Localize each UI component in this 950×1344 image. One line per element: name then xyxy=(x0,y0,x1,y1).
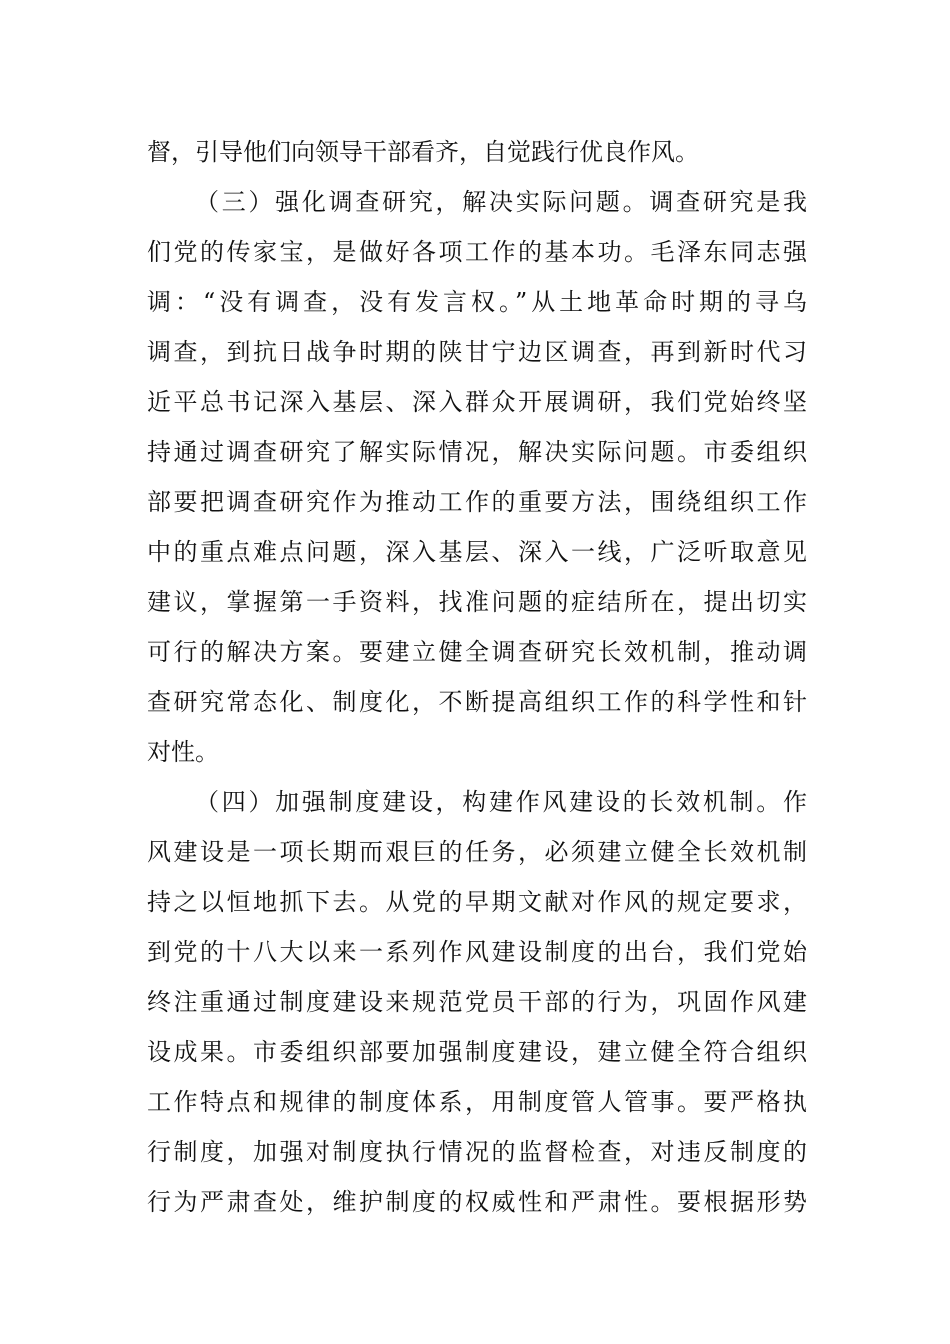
text-line: 查研究常态化、制度化，不断提高组织工作的科学性和针 xyxy=(147,688,807,716)
text-line: 行为严肃查处，维护制度的权威性和严肃性。要根据形势 xyxy=(147,1188,807,1216)
text-line: 持之以恒地抓下去。从党的早期文献对作风的规定要求， xyxy=(147,888,807,916)
text-line: 部要把调查研究作为推动工作的重要方法，围绕组织工作 xyxy=(147,488,807,516)
text-line: 建议，掌握第一手资料，找准问题的症结所在，提出切实 xyxy=(147,588,807,616)
text-line: 对性。 xyxy=(147,738,219,766)
text-line: 调查，到抗日战争时期的陕甘宁边区调查，再到新时代习 xyxy=(147,338,807,366)
text-line: 工作特点和规律的制度体系，用制度管人管事。要严格执 xyxy=(147,1088,807,1116)
text-line: 中的重点难点问题，深入基层、深入一线，广泛听取意见 xyxy=(147,538,807,566)
text-line: 调：“没有调查，没有发言权。”从土地革命时期的寻乌 xyxy=(147,288,807,316)
text-line: 近平总书记深入基层、深入群众开展调研，我们党始终坚 xyxy=(147,388,807,416)
text-line: 设成果。市委组织部要加强制度建设，建立健全符合组织 xyxy=(147,1038,807,1066)
section-heading-line: （四）加强制度建设，构建作风建设的长效机制。作 xyxy=(195,788,807,816)
text-line: 终注重通过制度建设来规范党员干部的行为，巩固作风建 xyxy=(147,988,807,1016)
text-line: 到党的十八大以来一系列作风建设制度的出台，我们党始 xyxy=(147,938,807,966)
text-line: 持通过调查研究了解实际情况，解决实际问题。市委组织 xyxy=(147,438,807,466)
text-line: 风建设是一项长期而艰巨的任务，必须建立健全长效机制 xyxy=(147,838,807,866)
section-heading-line: （三）强化调查研究，解决实际问题。调查研究是我 xyxy=(195,188,807,216)
text-line: 行制度，加强对制度执行情况的监督检查，对违反制度的 xyxy=(147,1138,807,1166)
text-line: 可行的解决方案。要建立健全调查研究长效机制，推动调 xyxy=(147,638,807,666)
text-line: 们党的传家宝，是做好各项工作的基本功。毛泽东同志强 xyxy=(147,238,807,266)
text-line: 督，引导他们向领导干部看齐，自觉践行优良作风。 xyxy=(147,138,699,166)
